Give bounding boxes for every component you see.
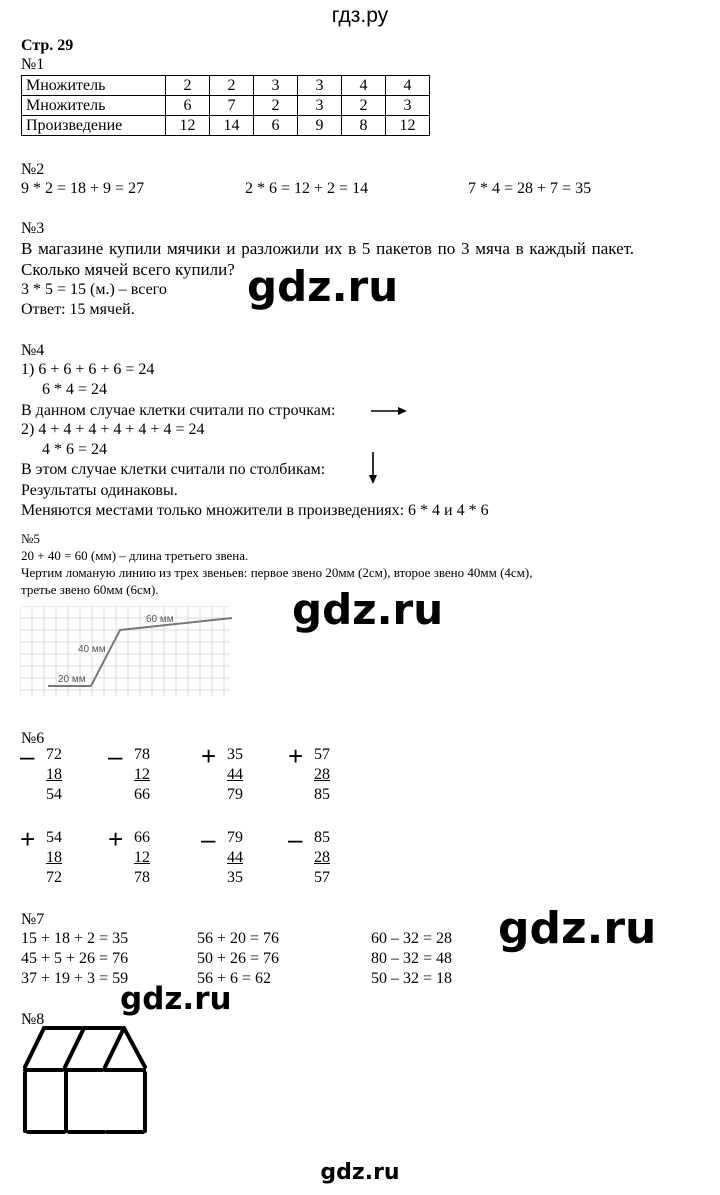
ex4-line: В данном случае клетки считали по строчкам: — [21, 402, 336, 419]
plus-sign: + — [201, 741, 217, 771]
result-number: 85 — [314, 786, 330, 803]
table-cell: 2 — [210, 76, 254, 96]
ex2-item: 2 * 6 = 12 + 2 = 14 — [245, 180, 369, 197]
ex4-line: В этом случае клетки считали по столбикам: — [21, 461, 326, 478]
ex7-item: 45 + 5 + 26 = 76 — [21, 950, 129, 967]
ex7-label: №7 — [21, 911, 45, 928]
column-problem — [213, 828, 243, 888]
column-problem — [120, 828, 150, 888]
segment-label: 40 мм — [78, 644, 106, 655]
table-row — [22, 96, 430, 116]
page-label: Стр. 29 — [21, 37, 74, 54]
site-header: гдз.ру — [331, 4, 389, 27]
ex3-line: Сколько мячей всего купили? — [21, 260, 235, 279]
operand-number: 18 — [46, 766, 62, 783]
row-header: Множитель — [22, 96, 166, 116]
ex4-line: 2) 4 + 4 + 4 + 4 + 4 + 4 = 24 — [21, 421, 205, 438]
column-problem — [300, 828, 330, 888]
row-header: Произведение — [22, 116, 166, 136]
ex5-label: №5 — [21, 531, 40, 546]
ex7-item: 50 + 26 = 76 — [197, 950, 280, 967]
result-number: 79 — [227, 786, 243, 803]
operand-number: 44 — [227, 849, 243, 866]
segment-label: 20 мм — [58, 674, 86, 685]
ex5-line: Чертим ломаную линию из трех звеньев: первое звено 20мм (2см), второе звено 40мм (4см), — [21, 565, 533, 580]
plus-sign: + — [288, 741, 304, 771]
watermark: gdz.ru — [120, 981, 232, 1017]
ex3-line: В магазине купили мячики и разложили их в 5 пакетов по 3 мяча в каждый пакет. — [21, 239, 635, 258]
ex4-line: 4 * 6 = 24 — [42, 441, 108, 458]
operand-number: 44 — [227, 766, 243, 783]
segment-label: 60 мм — [146, 614, 174, 625]
table-cell: 3 — [298, 96, 342, 116]
minus-sign: – — [20, 741, 35, 771]
multiplication-table — [21, 75, 430, 136]
ex7-item: 60 – 32 = 28 — [371, 930, 453, 947]
watermark: gdz.ru — [498, 903, 657, 954]
table-row — [22, 116, 430, 136]
ex4-line: Меняются местами только множители в произведениях: 6 * 4 и 4 * 6 — [21, 502, 489, 519]
watermark: gdz.ru — [292, 585, 444, 634]
column-problem — [120, 745, 150, 805]
ex2-label: №2 — [21, 161, 45, 178]
operand-number: 28 — [314, 766, 330, 783]
operand-number: 28 — [314, 849, 330, 866]
operand-number: 12 — [134, 766, 150, 783]
column-problem — [32, 745, 62, 805]
result-number: 66 — [134, 786, 150, 803]
result-number: 54 — [46, 786, 62, 803]
ex1-label: №1 — [21, 56, 45, 73]
table-cell: 6 — [254, 116, 298, 136]
result-number: 57 — [314, 869, 330, 886]
minus-sign: – — [288, 824, 303, 854]
table-cell: 3 — [298, 76, 342, 96]
result-number: 35 — [227, 869, 243, 886]
table-cell: 4 — [342, 76, 386, 96]
ex8-label: №8 — [21, 1011, 45, 1028]
arrow-right-icon — [371, 403, 407, 419]
watermark: gdz.ru — [247, 262, 399, 311]
operand-number: 85 — [314, 829, 330, 846]
ex7-item: 50 – 32 = 18 — [371, 970, 453, 987]
table-row — [22, 76, 430, 96]
row-header: Множитель — [22, 76, 166, 96]
table-cell: 3 — [254, 76, 298, 96]
operand-number: 54 — [46, 829, 62, 846]
operand-number: 79 — [227, 829, 243, 846]
ex4-label: №4 — [21, 342, 45, 359]
ex2-item: 9 * 2 = 18 + 9 = 27 — [21, 180, 145, 197]
grid — [20, 606, 230, 696]
ex5-line: третье звено 60мм (6см). — [21, 582, 159, 597]
ex7-item: 56 + 6 = 62 — [197, 970, 272, 987]
matchstick-houses-drawing — [18, 1024, 154, 1136]
column-problem — [32, 828, 62, 888]
ex7-item: 15 + 18 + 2 = 35 — [21, 930, 129, 947]
ex6-label: №6 — [21, 730, 45, 747]
ex4-line: 1) 6 + 6 + 6 + 6 = 24 — [21, 361, 155, 378]
table-cell: 9 — [298, 116, 342, 136]
ex7-item: 37 + 19 + 3 = 59 — [21, 970, 129, 987]
plus-sign: + — [108, 824, 124, 854]
operand-number: 35 — [227, 746, 243, 763]
table-cell: 2 — [254, 96, 298, 116]
ex3-label: №3 — [21, 220, 45, 237]
table-cell: 3 — [386, 96, 430, 116]
result-number: 72 — [46, 869, 62, 886]
table-cell: 7 — [210, 96, 254, 116]
ex7-item: 80 – 32 = 48 — [371, 950, 453, 967]
broken-line-drawing — [20, 606, 250, 698]
ex4-line: Результаты одинаковы. — [21, 482, 178, 499]
plus-sign: + — [20, 824, 36, 854]
table-cell: 14 — [210, 116, 254, 136]
operand-number: 12 — [134, 849, 150, 866]
result-number: 78 — [134, 869, 150, 886]
minus-sign: – — [201, 824, 216, 854]
table-cell: 12 — [386, 116, 430, 136]
column-problem — [300, 745, 330, 805]
operand-number: 57 — [314, 746, 330, 763]
table-cell: 2 — [166, 76, 210, 96]
operand-number: 78 — [134, 746, 150, 763]
table-cell: 2 — [342, 96, 386, 116]
table-cell: 12 — [166, 116, 210, 136]
operand-number: 18 — [46, 849, 62, 866]
ex2-item: 7 * 4 = 28 + 7 = 35 — [468, 180, 592, 197]
ex3-line: 3 * 5 = 15 (м.) – всего — [21, 281, 167, 298]
table-cell: 6 — [166, 96, 210, 116]
operand-number: 72 — [46, 746, 62, 763]
table-cell: 8 — [342, 116, 386, 136]
arrow-down-icon — [366, 452, 380, 484]
site-footer: gdz.ru — [320, 1160, 400, 1185]
ex4-line: 6 * 4 = 24 — [42, 381, 108, 398]
ex5-line: 20 + 40 = 60 (мм) – длина третьего звена. — [21, 548, 249, 563]
table-cell: 4 — [386, 76, 430, 96]
column-problem — [213, 745, 243, 805]
operand-number: 66 — [134, 829, 150, 846]
ex7-item: 56 + 20 = 76 — [197, 930, 280, 947]
ex3-line: Ответ: 15 мячей. — [21, 301, 135, 318]
minus-sign: – — [108, 741, 123, 771]
